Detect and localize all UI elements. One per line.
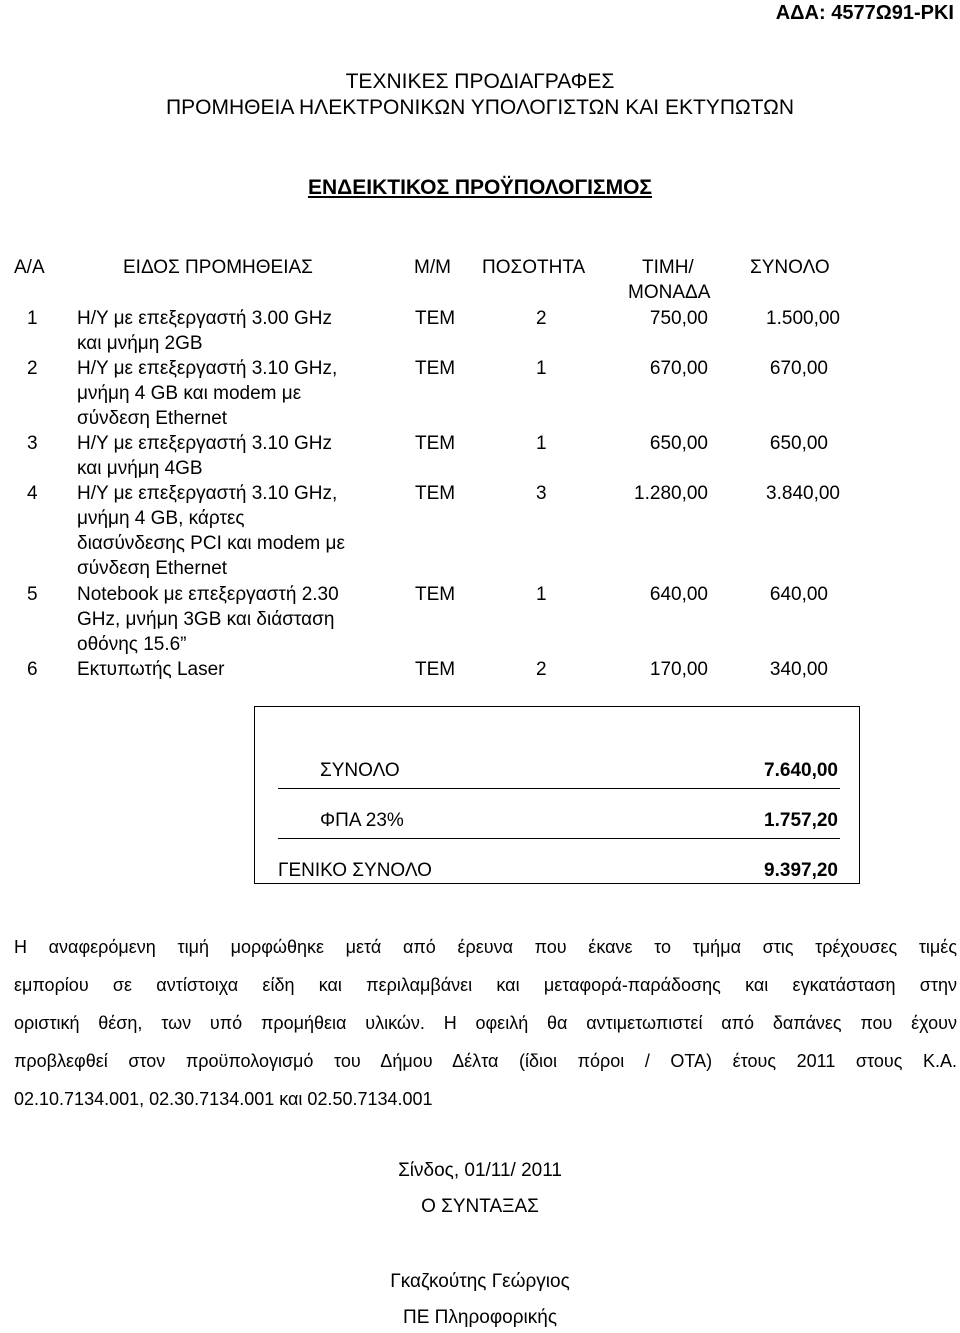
row-total: 340,00: [769, 659, 828, 680]
paragraph-line: προβλεφθεί στον προϋπολογισμό του Δήμου Δέλτα (ίδιοι πόροι / ΟΤΑ) έτους 2011 στους Κ.Α.: [14, 1051, 957, 1071]
document-title: ΤΕΧΝΙΚΕΣ ΠΡΟΔΙΑΓΡΑΦΕΣ: [345, 70, 615, 93]
row-item-line: σύνδεση Ethernet: [77, 408, 228, 429]
row-unit: ΤΕΜ: [415, 358, 456, 379]
row-qty: 1: [536, 358, 547, 379]
header-unit: Μ/Μ: [414, 257, 451, 278]
row-total: 3.840,00: [766, 483, 840, 504]
subtotal-value: 7.640,00: [764, 760, 838, 781]
row-item-line: Η/Υ με επεξεργαστή 3.10 GHz,: [77, 358, 338, 379]
row-item-line: οθόνης 15.6”: [77, 634, 187, 655]
row-item-line: GHz, μνήμη 3GB και διάσταση: [77, 609, 335, 630]
row-qty: 2: [536, 659, 547, 680]
summary-box: [254, 706, 860, 884]
row-item-line: Η/Υ με επεξεργαστή 3.00 GHz: [77, 308, 332, 329]
summary-rule: [278, 788, 840, 789]
subtotal-label: ΣΥΝΟΛΟ: [320, 760, 400, 781]
signatory-role: Ο ΣΥΝΤΑΞΑΣ: [421, 1196, 539, 1217]
row-price: 1.280,00: [634, 483, 708, 504]
row-item-line: σύνδεση Ethernet: [77, 558, 228, 579]
ada-code: ΑΔΑ: 4577Ω91-ΡΚΙ: [775, 2, 954, 24]
row-aa: 5: [27, 584, 38, 605]
row-item-line: διασύνδεσης PCI και modem με: [77, 533, 345, 554]
row-item-line: και μνήμη 2GB: [77, 333, 203, 354]
row-price: 750,00: [649, 308, 708, 329]
row-qty: 1: [536, 433, 547, 454]
grand-total-label: ΓΕΝΙΚΟ ΣΥΝΟΛΟ: [278, 860, 432, 881]
summary-rule: [278, 838, 840, 839]
row-aa: 1: [27, 308, 38, 329]
row-price: 170,00: [649, 659, 708, 680]
row-total: 650,00: [769, 433, 828, 454]
paragraph-line: 02.10.7134.001, 02.30.7134.001 και 02.50.7134.001: [14, 1089, 433, 1109]
row-item-line: και μνήμη 4GB: [77, 458, 203, 479]
row-unit: ΤΕΜ: [415, 659, 456, 680]
row-total: 1.500,00: [766, 308, 840, 329]
row-item-line: μνήμη 4 GB, κάρτες: [77, 508, 245, 529]
vat-label: ΦΠΑ 23%: [320, 810, 404, 831]
row-price: 640,00: [649, 584, 708, 605]
row-item-line: Η/Υ με επεξεργαστή 3.10 GHz,: [77, 483, 338, 504]
row-qty: 2: [536, 308, 547, 329]
signatory-title: ΠΕ Πληροφορικής: [403, 1307, 557, 1328]
header-item: ΕΙΔΟΣ ΠΡΟΜΗΘΕΙΑΣ: [123, 257, 313, 278]
budget-heading: ΕΝΔΕΙΚΤΙΚΟΣ ΠΡΟΫΠΟΛΟΓΙΣΜΟΣ: [307, 176, 653, 199]
row-unit: ΤΕΜ: [415, 308, 456, 329]
row-item-line: μνήμη 4 GB και modem με: [77, 383, 302, 404]
row-qty: 3: [536, 483, 547, 504]
row-price: 650,00: [649, 433, 708, 454]
row-item-line: Notebook με επεξεργαστή 2.30: [77, 584, 339, 605]
header-aa: Α/Α: [14, 257, 45, 278]
signatory-name: Γκαζκούτης Γεώργιος: [390, 1271, 570, 1292]
row-aa: 3: [27, 433, 38, 454]
row-unit: ΤΕΜ: [415, 483, 456, 504]
paragraph-line: οριστική θέση, των υπό προμήθεια υλικών. Η οφειλή θα αντιμετωπιστεί από δαπάνες που έχουν: [14, 1013, 957, 1033]
paragraph-line: Η αναφερόμενη τιμή μορφώθηκε μετά από έρευνα που έκανε το τμήμα στις τρέχουσες τιμές: [14, 937, 957, 957]
row-total: 640,00: [769, 584, 828, 605]
row-total: 670,00: [769, 358, 828, 379]
row-aa: 4: [27, 483, 38, 504]
vat-value: 1.757,20: [764, 810, 838, 831]
document-subtitle: ΠΡΟΜΗΘΕΙΑ ΗΛΕΚΤΡΟΝΙΚΩΝ ΥΠΟΛΟΓΙΣΤΩΝ ΚΑΙ ΕΚΤΥΠΩΤΩΝ: [165, 96, 794, 119]
row-unit: ΤΕΜ: [415, 433, 456, 454]
paragraph-line: εμπορίου σε αντίστοιχα είδη και περιλαμβάνει και μεταφορά-παράδοσης και εγκατάσταση στην: [14, 975, 957, 995]
row-unit: ΤΕΜ: [415, 584, 456, 605]
header-qty: ΠΟΣΟΤΗΤΑ: [482, 257, 586, 278]
place-date: Σίνδος, 01/11/ 2011: [398, 1160, 562, 1181]
row-item-line: Η/Υ με επεξεργαστή 3.10 GHz: [77, 433, 332, 454]
row-price: 670,00: [649, 358, 708, 379]
row-qty: 1: [536, 584, 547, 605]
body-paragraph: [14, 928, 957, 1118]
header-total: ΣΥΝΟΛΟ: [750, 257, 830, 278]
grand-total-value: 9.397,20: [764, 860, 838, 881]
row-aa: 2: [27, 358, 38, 379]
row-aa: 6: [27, 659, 38, 680]
row-item-line: Εκτυπωτής Laser: [77, 659, 225, 680]
header-price-unit: ΜΟΝΑΔΑ: [628, 282, 711, 303]
header-price: ΤΙΜΗ/: [642, 257, 694, 278]
